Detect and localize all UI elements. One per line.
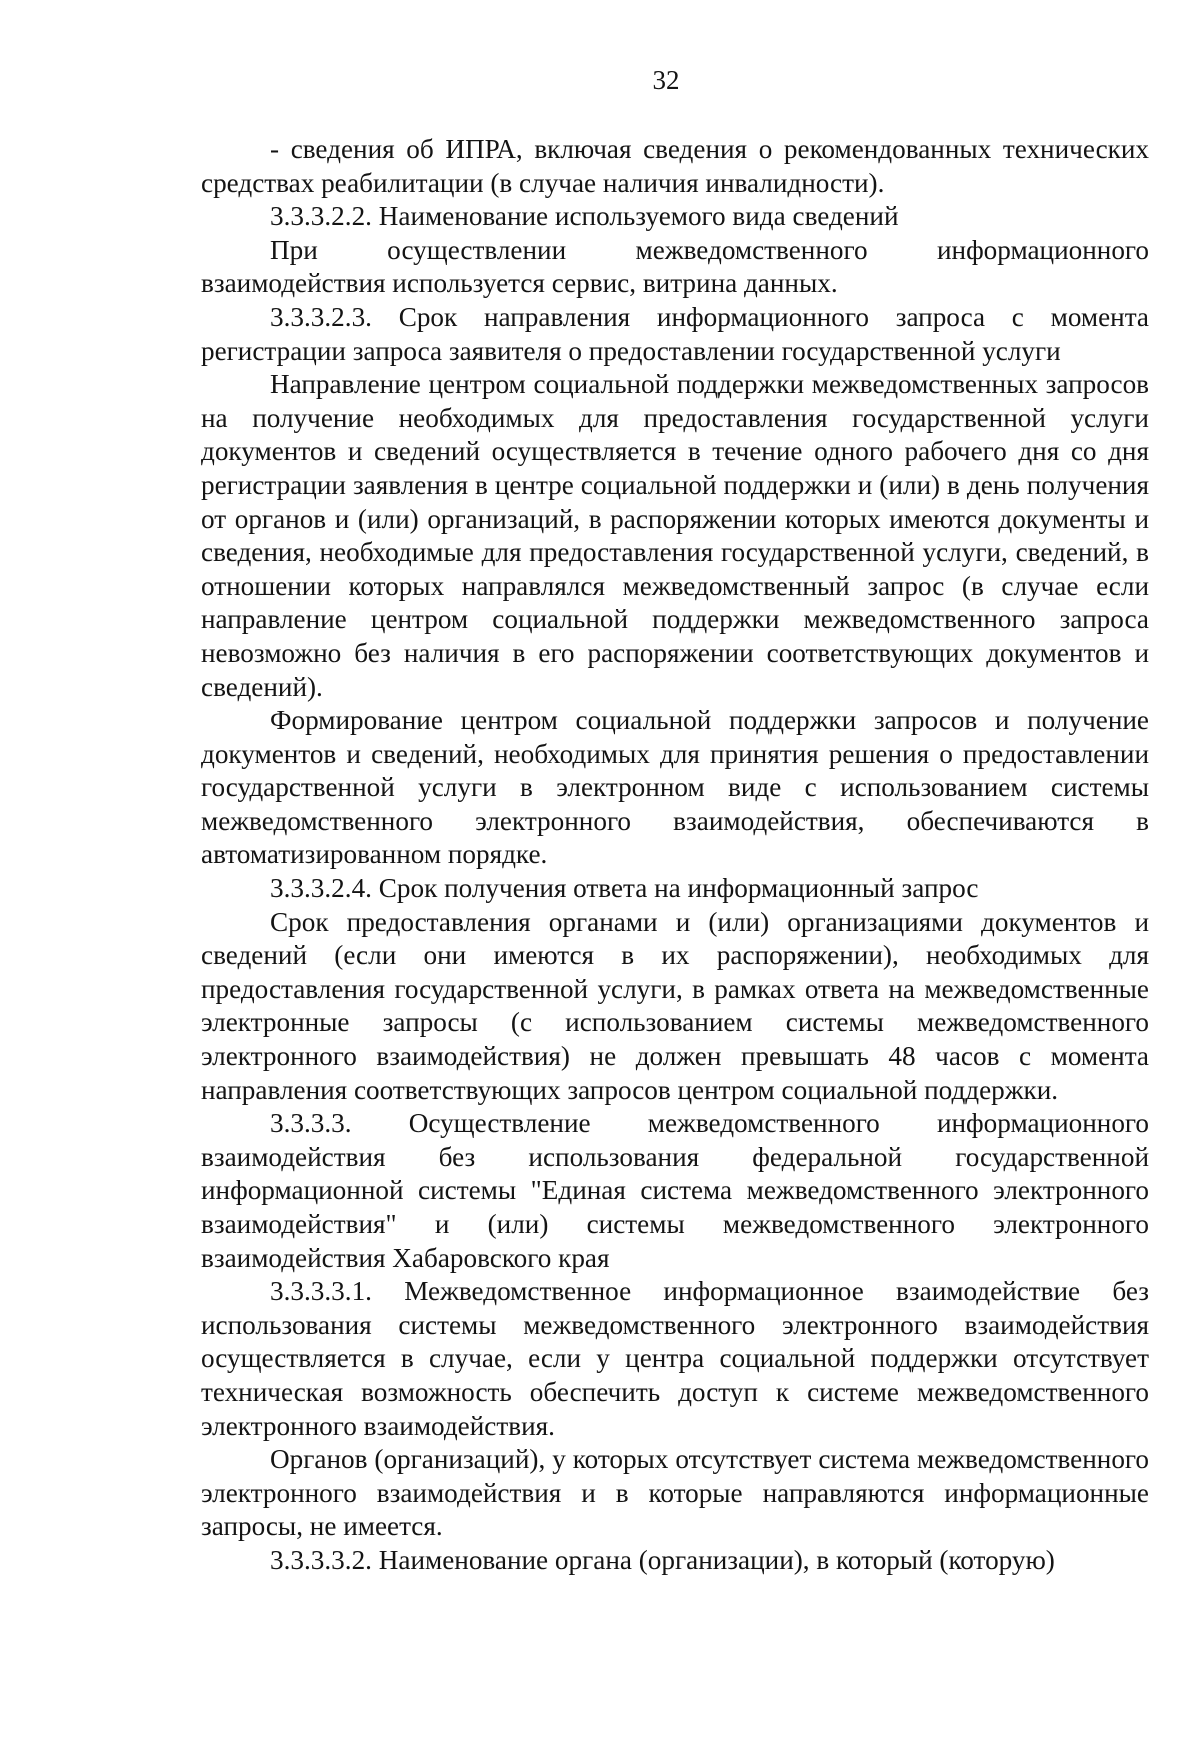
- heading-3-3-3-2-4: 3.3.3.2.4. Срок получения ответа на информационный запрос: [270, 873, 979, 904]
- paragraph-no-organizations: Органов (организаций), у которых отсутствует система межведомственного электронного взаимодействия и в которые направляются информационные запросы, не имеется.: [201, 1444, 1149, 1542]
- paragraph-ipra-info: - сведения об ИПРА, включая сведения о рекомендованных технических средствах реабилитации (в случае наличия инвалидности).: [201, 134, 1149, 198]
- paragraph-request-formation: Формирование центром социальной поддержки запросов и получение документов и сведений, необходимых для принятия решения о предоставлении государственной услуги в электронном виде с использованием системы межведомственного электронного взаимодействия, обеспечиваются в автоматизированном порядке.: [201, 705, 1149, 870]
- heading-3-3-3-2-2: 3.3.3.2.2. Наименование используемого вида сведений: [270, 201, 899, 232]
- document-body: [201, 133, 1149, 1578]
- heading-3-3-3-3: 3.3.3.3. Осуществление межведомственного информационного взаимодействия без использования федеральной государственной информационной системы "Единая система межведомственного электронного взаимодействия" и (или) системы межведомственного электронного взаимодействия Хабаровского края: [201, 1108, 1149, 1273]
- paragraph-request-direction: Направление центром социальной поддержки межведомственных запросов на получение необходимых для предоставления государственной услуги документов и сведений осуществляется в течение одного рабочего дня со дня регистрации заявления в центре социальной поддержки и (или) в день получения от органов и (или) организаций, в распоряжении которых имеются документы и сведения, необходимые для предоставления государственной услуги, сведений, в отношении которых направлялся межведомственный запрос (в случае если направление центром социальной поддержки межведомственного запроса невозможно без наличия в его распоряжении соответствующих документов и сведений).: [201, 369, 1149, 702]
- paragraph-service-usage: При осуществлении межведомственного информационного взаимодействия используется сервис, витрина данных.: [201, 234, 1149, 299]
- paragraph-response-deadline: Срок предоставления органами и (или) организациями документов и сведений (если они имеются в их распоряжении), необходимых для предоставления государственной услуги, в рамках ответа на межведомственные электронные запросы (с использованием системы межведомственного электронного взаимодействия) не должен превышать 48 часов с момента направления соответствующих запросов центром социальной поддержки.: [201, 906, 1149, 1105]
- page-number: 32: [652, 65, 680, 95]
- heading-3-3-3-3-2: 3.3.3.3.2. Наименование органа (организации), в который (которую): [270, 1544, 1055, 1575]
- heading-3-3-3-2-3: 3.3.3.2.3. Срок направления информационного запроса с момента регистрации запроса заявителя о предоставлении государственной услуги: [201, 301, 1149, 366]
- heading-3-3-3-3-1: 3.3.3.3.1. Межведомственное информационное взаимодействие без использования системы межведомственного электронного взаимодействия осуществляется в случае, если у центра социальной поддержки отсутствует техническая возможность обеспечить доступ к системе межведомственного электронного взаимодействия.: [201, 1276, 1149, 1441]
